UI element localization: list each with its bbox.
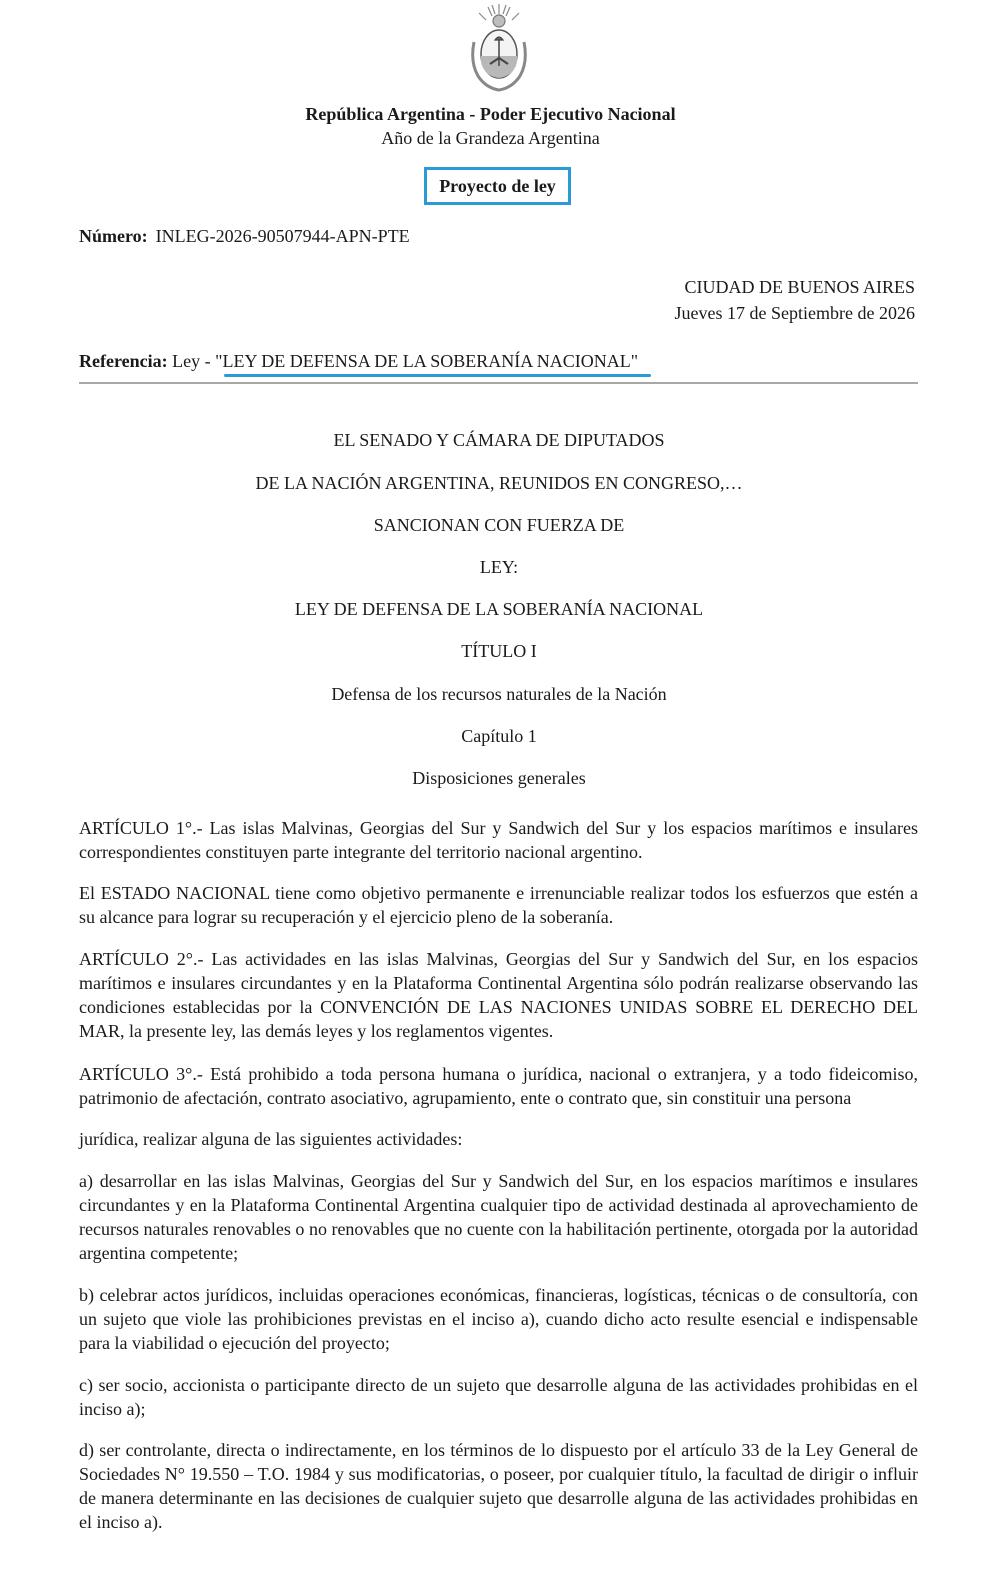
article-2: ARTÍCULO 2°.- Las actividades en las islas Malvinas, Georgias del Sur y Sandwich del Sur, en los espacios marítimos e insulares circundantes y en la Plataforma Continental Argentina sólo podrán realizarse observando las condiciones establecidas por la CONVENCIÓN DE LAS NACIONES UNIDAS SOBRE EL DERECHO DEL MAR, la presente ley, las demás leyes y los reglamentos vigentes. <box>79 949 918 1041</box>
document-number-label: Número: <box>79 226 148 246</box>
reference-value: "LEY DE DEFENSA DE LA SOBERANÍA NACIONAL" <box>215 351 639 371</box>
document-date: Jueves 17 de Septiembre de 2026 <box>674 303 915 323</box>
titulo-name: Defensa de los recursos naturales de la Nación <box>331 684 667 704</box>
inciso-a: a) desarrollar en las islas Malvinas, Georgias del Sur y Sandwich del Sur, en los espacios marítimos e insulares circundantes y en la Plataforma Continental Argentina cualquier tipo de actividad destinada al aprovechamiento de recursos naturales renovables o no renovables que no cuente con la habilitación pertinente, otorgada por la autoridad argentina competente; <box>79 1171 918 1263</box>
inciso-b: b) celebrar actos jurídicos, incluidas operaciones económicas, financieras, logísticas, técnicas o de consultoría, con un sujeto que viole las prohibiciones previstas en el inciso a), cuando dicho acto resulte esencial e indispensable para la viabilidad o ejecución del proyecto; <box>79 1285 918 1353</box>
article-3-continuation: jurídica, realizar alguna de las siguientes actividades: <box>79 1129 463 1149</box>
article-1: ARTÍCULO 1°.- Las islas Malvinas, Georgias del Sur y Sandwich del Sur y los espacios marítimos e insulares correspondientes constituyen parte integrante del territorio nacional argentino. <box>79 818 918 862</box>
escudo-nacional-icon <box>464 2 534 94</box>
heading-line-4: LEY: <box>479 557 519 577</box>
capitulo-heading: Capítulo 1 <box>461 726 537 746</box>
reference-label: Referencia: <box>79 351 168 371</box>
reference-highlight-underline <box>224 374 651 377</box>
document-number <box>79 226 410 247</box>
header-title: República Argentina - Poder Ejecutivo Nacional <box>305 104 676 124</box>
inciso-d: d) ser controlante, directa o indirectamente, en los términos de lo dispuesto por el artículo 33 de la Ley General de Sociedades N° 19.550 – T.O. 1984 y sus modificatorias, o poseer, por cualquier título, la facultad de dirigir o influir de manera determinante en las decisiones de cualquier sujeto que desarrolle alguna de las actividades prohibidas en el inciso a). <box>79 1440 918 1532</box>
document-reference <box>79 351 638 372</box>
heading-line-3: SANCIONAN CON FUERZA DE <box>373 515 625 535</box>
titulo-heading: TÍTULO I <box>461 641 537 661</box>
capitulo-name: Disposiciones generales <box>412 768 586 788</box>
document-number-value: INLEG-2026-90507944-APN-PTE <box>155 226 410 246</box>
article-1-paragraph-2: El ESTADO NACIONAL tiene como objetivo permanente e irrenunciable realizar todos los esfuerzos que estén a su alcance para lograr su recuperación y el ejercicio pleno de la soberanía. <box>79 883 918 927</box>
header-subtitle: Año de la Grandeza Argentina <box>381 128 600 148</box>
header-divider <box>79 382 918 384</box>
article-3: ARTÍCULO 3°.- Está prohibido a toda persona humana o jurídica, nacional o extranjera, y a todo fideicomiso, patrimonio de afectación, contrato asociativo, agrupamiento, ente o contrato que, sin constituir una persona <box>79 1064 918 1108</box>
reference-prefix: Ley - <box>172 351 216 371</box>
document-type-badge <box>424 167 571 205</box>
heading-line-1: EL SENADO Y CÁMARA DE DIPUTADOS <box>333 430 665 450</box>
document-place: CIUDAD DE BUENOS AIRES <box>684 277 915 297</box>
heading-line-2: DE LA NACIÓN ARGENTINA, REUNIDOS EN CONGRESO,… <box>255 473 743 493</box>
law-title: LEY DE DEFENSA DE LA SOBERANÍA NACIONAL <box>294 599 704 619</box>
document-type-label: Proyecto de ley <box>439 175 556 196</box>
inciso-c: c) ser socio, accionista o participante directo de un sujeto que desarrolle alguna de las actividades prohibidas en el inciso a); <box>79 1375 918 1419</box>
